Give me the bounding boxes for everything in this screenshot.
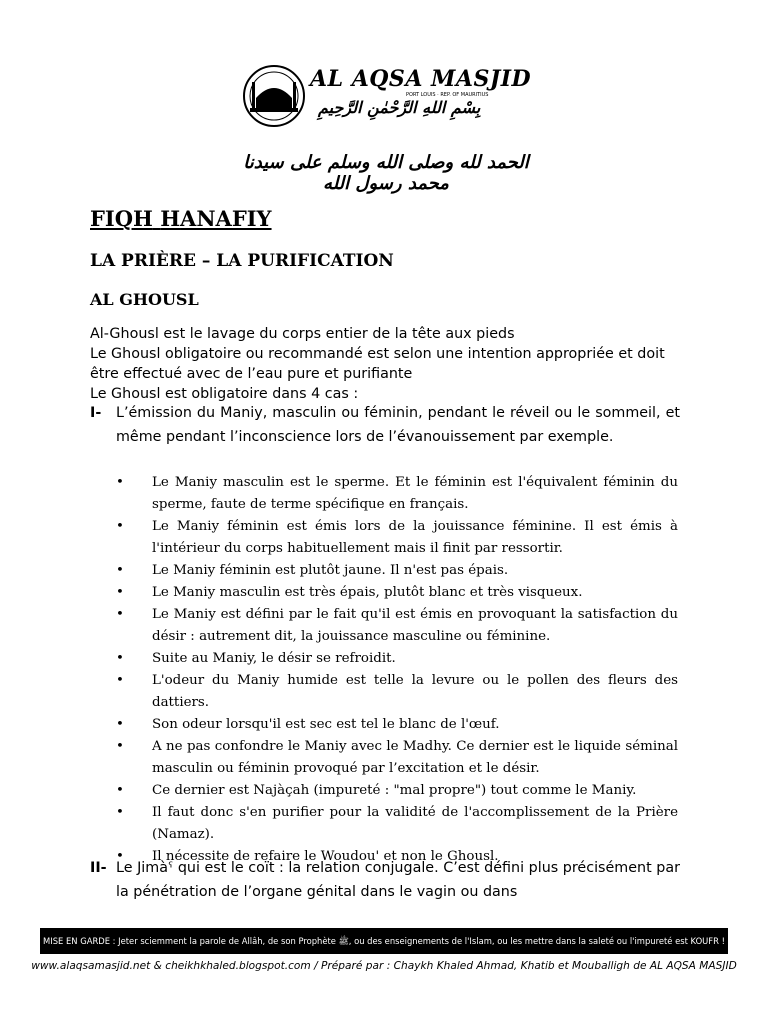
list-item: • Suite au Maniy, le désir se refroidit. (116, 651, 396, 666)
logo-title: AL AQSA MASJID (310, 66, 532, 92)
footer-credits: www.alaqsamasjid.net & cheikhkhaled.blogspot.com / Préparé par : Chaykh Khaled Ahmad, Khatib et Mouballigh de AL AQSA MASJID (31, 960, 737, 972)
case-item (90, 856, 680, 904)
list-item: • Le Maniy masculin est très épais, plutôt blanc et très visqueux. (116, 585, 583, 600)
logo-subtitle: PORT LOUIS · REP. OF MAURITIUS (406, 92, 489, 98)
intro-paragraphs (90, 324, 680, 404)
list-item: • Le Maniy masculin est le sperme. Et le féminin est l'équivalent féminin du sperme, faute de terme spécifique en français. (116, 475, 678, 512)
page-title: FIQH HANAFIY (90, 206, 272, 231)
case-text: Le Jimàˤ qui est le coït : la relation conjugale. C’est défini plus précisément par la pénétration de l’organe génital dans le vagin ou dans (116, 860, 680, 900)
list-item: • Il nécessite de refaire le Woudou' et non le Ghousl. (116, 849, 499, 864)
list-item: • L'odeur du Maniy humide est telle la levure ou le pollen des fleurs des dattiers. (116, 673, 678, 710)
intro-line: Le Ghousl est obligatoire dans 4 cas : (90, 386, 359, 402)
list-item: • A ne pas confondre le Maniy avec le Madhy. Ce dernier est le liquide séminal masculin ou féminin provoqué par l’excitation et le désir. (116, 739, 678, 776)
intro-line: Le Ghousl obligatoire ou recommandé est selon une intention appropriée et doit être effectué avec de l’eau pure et purifiante (90, 346, 665, 382)
intro-line: Al-Ghousl est le lavage du corps entier de la tête aux pieds (90, 326, 515, 342)
case-text: L’émission du Maniy, masculin ou féminin, pendant le réveil ou le sommeil, et même pendant l’inconscience lors de l’évanouissement par exemple. (116, 405, 680, 445)
list-item: • Ce dernier est Najàçah (impureté : "mal propre") tout comme le Maniy. (116, 783, 637, 798)
list-item: • Le Maniy féminin est émis lors de la jouissance féminine. Il est émis à l'intérieur du corps habituellement mais il finit par ressortir. (116, 519, 678, 556)
list-item: • Son odeur lorsqu'il est sec est tel le blanc de l'œuf. (116, 717, 500, 732)
mosque-emblem-icon (238, 64, 314, 128)
arabic-praise-line: الحمد لله وصلى الله وسلم على سيدنا محمد رسول الله (243, 152, 529, 194)
logo-arabic-basmala: بِسْمِ اللهِ الرَّحْمٰنِ الرَّحِيمِ (318, 98, 481, 117)
case-number: II- (90, 860, 107, 876)
masjid-logo (238, 64, 534, 128)
warning-banner: MISE EN GARDE : Jeter sciemment la parole de Allâh, de son Prophète ﷺ, ou des enseignements de l'Islam, ou les mettre dans la saleté ou l'impureté est KOUFR ! (40, 928, 728, 954)
bullet-list (116, 472, 678, 868)
case-number: I- (90, 405, 102, 421)
list-item: • Le Maniy est défini par le fait qu'il est émis en provoquant la satisfaction du désir : autrement dit, la jouissance masculine ou féminine. (116, 607, 678, 644)
case-item (90, 401, 680, 449)
list-item: • Il faut donc s'en purifier pour la validité de l'accomplissement de la Prière (Namaz). (116, 805, 678, 842)
section-title: LA PRIÈRE – LA PURIFICATION (90, 251, 394, 271)
subsection-title: AL GHOUSL (90, 290, 199, 309)
list-item: • Le Maniy féminin est plutôt jaune. Il n'est pas épais. (116, 563, 509, 578)
